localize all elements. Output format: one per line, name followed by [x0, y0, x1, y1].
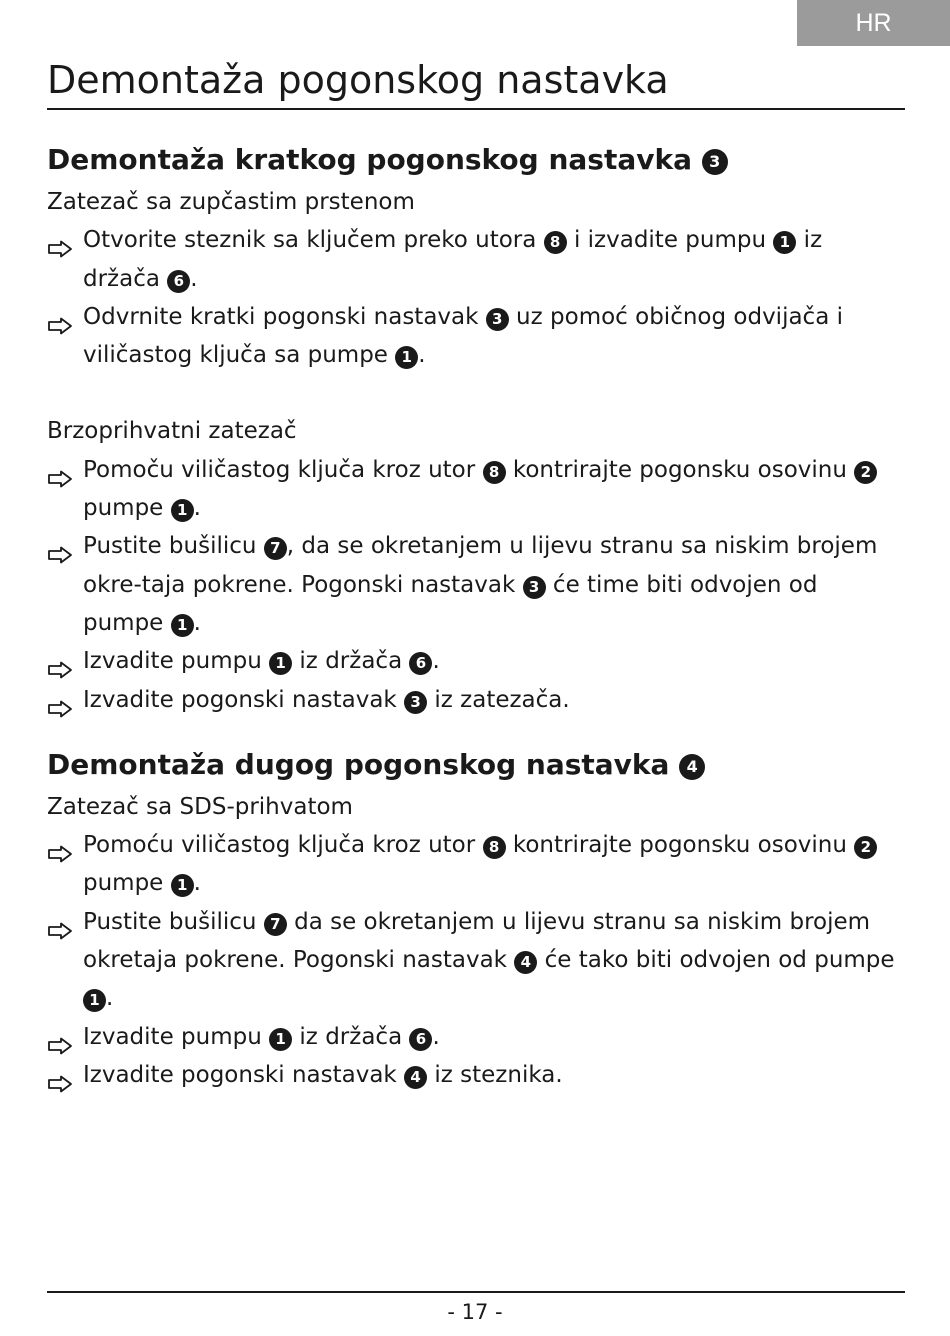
page-title: Demontaža pogonskog nastavka [47, 58, 669, 102]
reference-number-icon: 1 [171, 499, 194, 522]
section-heading [47, 742, 905, 788]
arrow-right-outline-icon [47, 692, 73, 710]
step-text: , da se okretanjem u lijevu stranu sa niskim brojem okre-taja pokrene. Pogonski nastavak [83, 533, 878, 598]
reference-number-icon: 2 [854, 836, 877, 859]
step-text: Izvadite pumpu [83, 648, 270, 675]
step-text: Izvadite pumpu [83, 1023, 270, 1050]
reference-number-icon: 1 [171, 614, 194, 637]
step-text: . [432, 648, 440, 675]
step-text: Pustite bušilicu [83, 533, 264, 560]
arrow-right-outline-icon [47, 837, 73, 855]
subheading: Zatezač sa SDS-prihvatom [47, 793, 353, 820]
reference-number-icon: 3 [404, 691, 427, 714]
title-divider [47, 108, 905, 110]
instruction-step [47, 681, 905, 719]
paragraph-spacer [47, 374, 905, 412]
reference-number-icon: 1 [83, 989, 106, 1012]
page-number: - 17 - [447, 1300, 503, 1324]
step-text: iz držača [292, 1023, 410, 1050]
step-text: pumpe [83, 870, 171, 897]
instruction-step [47, 451, 905, 528]
instruction-step [47, 298, 905, 375]
section-heading [47, 137, 905, 183]
arrow-right-outline-icon [47, 538, 73, 556]
reference-number-icon: 1 [395, 346, 418, 369]
reference-number-icon: 4 [679, 754, 705, 780]
arrow-right-outline-icon [47, 462, 73, 480]
step-text: Izvadite pogonski nastavak [83, 1061, 405, 1088]
instruction-step [47, 527, 905, 642]
section-heading-text: Demontaža dugog pogonskog nastavka [47, 747, 670, 781]
step-text: iz držača [83, 227, 823, 292]
reference-number-icon: 8 [483, 836, 506, 859]
reference-number-icon: 2 [854, 461, 877, 484]
reference-number-icon: 3 [523, 576, 546, 599]
step-text: kontrirajte pogonsku osovinu [505, 832, 855, 859]
step-text: Izvadite pogonski nastavak [83, 686, 405, 713]
step-text: da se okretanjem u lijevu stranu sa niskim brojem okretaja pokrene. Pogonski nastavak [83, 908, 871, 974]
arrow-right-outline-icon [47, 1029, 73, 1047]
section-spacer [47, 719, 905, 742]
instruction-step [47, 826, 905, 903]
step-text: iz zatezača. [427, 686, 570, 713]
step-text: iz steznika. [427, 1061, 563, 1088]
reference-number-icon: 6 [409, 652, 432, 675]
reference-number-icon: 3 [486, 308, 509, 331]
reference-number-icon: 7 [264, 537, 287, 560]
subheading: Zatezač sa zupčastim prstenom [47, 189, 415, 215]
instruction-step [47, 1018, 905, 1056]
step-text: uz pomoć običnog odvijača i viličastog ključa sa pumpe [83, 303, 843, 369]
step-text: Pustite bušilicu [83, 908, 264, 935]
reference-number-icon: 1 [171, 874, 194, 897]
step-text: pumpe [83, 495, 171, 522]
instruction-step [47, 903, 905, 1018]
step-text: . [193, 495, 201, 522]
step-text: Pomoću viličastog ključa kroz utor [83, 832, 483, 859]
language-tab: HR [797, 0, 950, 46]
section-heading-text: Demontaža kratkog pogonskog nastavka [47, 143, 692, 176]
reference-number-icon: 8 [483, 461, 506, 484]
reference-number-icon: 3 [702, 149, 728, 175]
instruction-step [47, 221, 905, 298]
instruction-step [47, 1056, 905, 1094]
step-text: . [418, 342, 426, 369]
reference-number-icon: 7 [264, 913, 287, 936]
step-text: Odvrnite kratki pogonski nastavak [83, 303, 486, 330]
reference-number-icon: 1 [269, 652, 292, 675]
step-text: Pomoču viličastog ključa kroz utor [83, 456, 483, 483]
step-text: . [190, 265, 198, 292]
step-text: Otvorite steznik sa ključem preko utora [83, 227, 544, 254]
reference-number-icon: 4 [404, 1066, 427, 1089]
reference-number-icon: 4 [514, 951, 537, 974]
step-text: će time biti odvojen od pumpe [83, 571, 818, 636]
step-text: . [432, 1023, 440, 1050]
footer-divider [47, 1291, 905, 1293]
step-text: iz držača [292, 648, 410, 675]
arrow-right-outline-icon [47, 653, 73, 671]
arrow-right-outline-icon [47, 232, 73, 250]
reference-number-icon: 6 [409, 1028, 432, 1051]
step-text: i izvadite pumpu [566, 227, 774, 254]
arrow-right-outline-icon [47, 914, 73, 932]
arrow-right-outline-icon [47, 309, 73, 327]
reference-number-icon: 1 [269, 1028, 292, 1051]
reference-number-icon: 1 [773, 231, 796, 254]
arrow-right-outline-icon [47, 1067, 73, 1085]
reference-number-icon: 6 [167, 270, 190, 293]
reference-number-icon: 8 [544, 231, 567, 254]
main-content [47, 137, 905, 1094]
subheading: Brzoprihvatni zatezač [47, 418, 297, 445]
step-text: . [106, 985, 114, 1012]
step-text: će tako biti odvojen od pumpe [537, 947, 895, 974]
step-text: kontrirajte pogonsku osovinu [505, 456, 855, 483]
step-text: . [193, 609, 201, 636]
step-text: . [193, 870, 201, 897]
instruction-step [47, 642, 905, 680]
